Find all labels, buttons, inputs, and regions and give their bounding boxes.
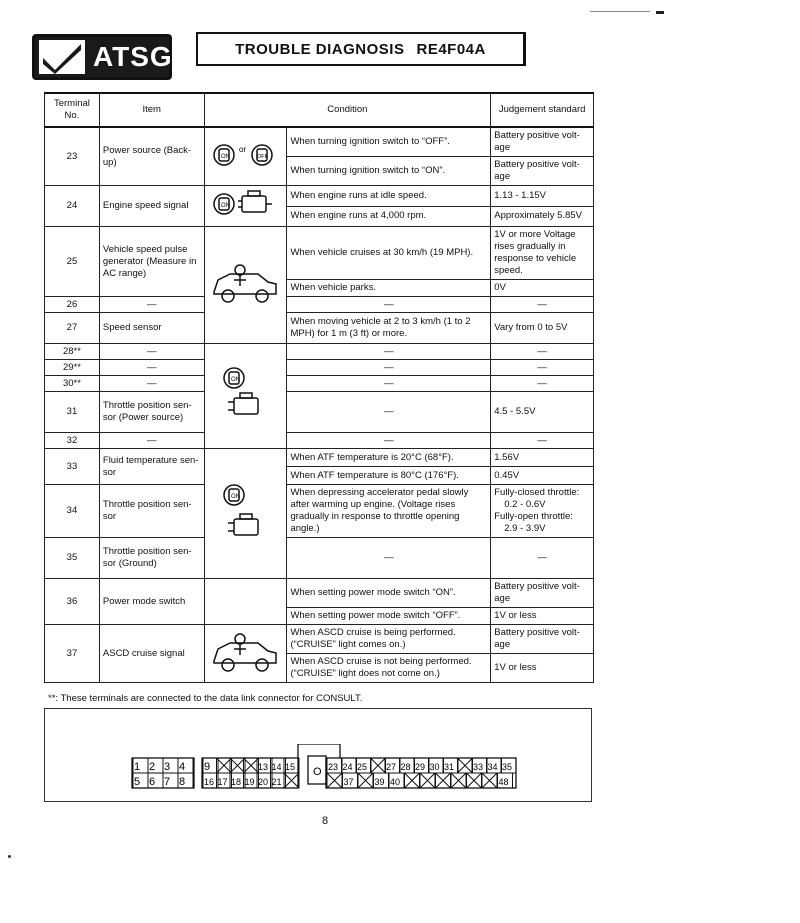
judgement-text: 1.13 - 1.15V [491,186,594,207]
connector-pin-label: 3 [164,761,171,773]
svg-text:OFF: OFF [257,153,269,160]
header-item: Item [99,93,204,127]
judgement-text: 1V or less [491,608,594,625]
connector-pin-label: 40 [390,777,401,787]
judgement-text: — [491,376,594,392]
ignition-engine-icon [204,344,287,449]
connector-pin-label: 8 [179,776,186,788]
terminal-number: 27 [45,313,100,344]
title-part-1: TROUBLE DIAGNOSIS [235,40,405,58]
judgement-text: 0.45V [491,467,594,485]
terminal-number: 31 [45,392,100,433]
scan-speck [8,855,11,858]
checkmark-icon [39,40,85,74]
judgement-text [491,485,594,538]
condition-text: When engine runs at idle speed. [287,186,491,207]
connector-pin-unused [405,773,420,788]
connector-pin-label: 2 [149,761,156,773]
connector-pin-label: 27 [386,762,397,772]
connector-pin-label: 15 [285,762,296,772]
item-label: — [99,433,204,449]
header-dash [656,11,664,14]
svg-text:ON: ON [231,377,241,383]
judgement-text: — [491,297,594,313]
connector-pin-label: 16 [204,777,215,787]
condition-text: When turning ignition switch to “ON”. [287,157,491,186]
table-row [45,392,594,433]
judgement-text: 1V or less [491,654,594,683]
driving-car-icon [204,227,287,344]
judgement-text: 1.56V [491,449,594,467]
connector-pin-unused [451,773,466,788]
condition-text: When ATF temperature is 20°C (68°F). [287,449,491,467]
judgement-line: 0.2 - 0.6V [504,499,546,510]
page-number: 8 [321,815,329,827]
condition-text: When setting power mode switch “ON”. [287,579,491,608]
table-row [45,579,594,608]
footnote: **: These terminals are connected to the data link connector for CONSULT. [48,693,363,704]
connector-pin-label: 37 [343,777,354,787]
item-label: — [99,344,204,360]
item-label: — [99,376,204,392]
condition-text: When turning ignition switch to “OFF”. [287,127,491,157]
table-row [45,227,594,280]
item-label: Engine speed signal [99,186,204,227]
driving-car-icon [204,625,287,683]
condition-text: — [287,297,491,313]
table-row [45,433,594,449]
item-label: Speed sensor [99,313,204,344]
terminal-number: 25 [45,227,100,297]
table-row [45,186,594,207]
connector-pin-label: 4 [179,761,186,773]
connector-pin-label: 48 [498,777,509,787]
item-label: Throttle position sen-sor (Ground) [99,538,204,579]
judgement-text: Battery positive volt-age [491,625,594,654]
table-row [45,538,594,579]
connector-pin-unused [217,758,232,773]
condition-text: When engine runs at 4,000 rpm. [287,206,491,227]
item-label: Fluid temperature sen-sor [99,449,204,485]
connector-pin-unused [467,773,482,788]
connector-pin-label: 33 [473,762,484,772]
condition-text: — [287,360,491,376]
judgement-text: 4.5 - 5.5V [491,392,594,433]
header-terminal: Terminal No. [45,93,100,127]
terminal-number: 29** [45,360,100,376]
svg-text:ON: ON [221,203,231,209]
terminal-number: 36 [45,579,100,625]
condition-text: — [287,344,491,360]
connector-pin-label: 19 [244,777,255,787]
table-row [45,625,594,654]
connector-pin-label: 24 [342,762,353,772]
terminal-number: 33 [45,449,100,485]
connector-pin-label: 28 [400,762,411,772]
connector-pin-label: 14 [271,762,282,772]
connector-pin-unused [230,758,245,773]
judgement-text: Battery positive volt-age [491,579,594,608]
connector-pin-unused [458,758,473,773]
item-label: Throttle position sen-sor (Power source) [99,392,204,433]
connector-pin-label: 31 [444,762,455,772]
title-part-2: RE4F04A [416,40,486,58]
connector-pin-unused [482,773,497,788]
condition-text: When moving vehicle at 2 to 3 km/h (1 to 2 MPH) for 1 m (3 ft) or more. [287,313,491,344]
judgement-line: Fully-open throttle: [494,511,573,522]
judgement-text: — [491,360,594,376]
ignition-engine-icon [204,449,287,579]
item-label: ASCD cruise signal [99,625,204,683]
header-judgement: Judgement standard [491,93,594,127]
table-row [45,313,594,344]
condition-text: When depressing accelerator pedal slowly after warming up engine. (Voltage rises gradually in response to throttle opening angle.) [287,485,491,538]
connector-pin-unused [371,758,386,773]
judgement-text: — [491,538,594,579]
connector-pin-label: 7 [164,776,171,788]
connector-pin-label: 25 [357,762,368,772]
terminal-number: 28** [45,344,100,360]
connector-pin-unused [420,773,435,788]
condition-text: — [287,392,491,433]
item-label: Power mode switch [99,579,204,625]
item-label: — [99,297,204,313]
table-row [45,376,594,392]
condition-text: When ATF temperature is 80°C (176°F). [287,467,491,485]
condition-text: — [287,376,491,392]
item-label: Vehicle speed pulse generator (Measure in AC range) [99,227,204,297]
blank-icon-cell [204,579,287,625]
connector-pin-label: 39 [374,777,385,787]
connector-pin-label: 35 [502,762,513,772]
terminal-number: 35 [45,538,100,579]
connector-pin-label: 18 [231,777,242,787]
table-row [45,360,594,376]
header-condition: Condition [204,93,491,127]
table-row [45,127,594,157]
terminal-number: 26 [45,297,100,313]
terminal-number: 30** [45,376,100,392]
table-row [45,297,594,313]
judgement-text: Battery positive volt-age [491,127,594,157]
judgement-text: — [491,344,594,360]
item-label: Throttle position sen-sor [99,485,204,538]
connector-pin-label: 13 [258,762,269,772]
svg-text:O: O [313,766,322,778]
terminal-table [44,92,594,683]
or-label: or [239,144,247,154]
table-row [45,344,594,360]
judgement-text: 1V or more Voltage rises gradually in response to vehicle speed. [491,227,594,280]
condition-text: — [287,433,491,449]
judgement-line: Fully-closed throttle: [494,487,580,498]
judgement-text: 0V [491,280,594,297]
connector-pin-label: 6 [149,776,156,788]
condition-text: When ASCD cruise is not being performed. (“CRUISE” light does not come on.) [287,654,491,683]
connector-pin-label: 29 [415,762,426,772]
table-row [45,449,594,467]
connector-pin-label: 5 [134,776,141,788]
table-header-row [45,93,594,127]
connector-pin-unused [244,758,259,773]
connector-pin-label: 1 [134,761,141,773]
terminal-number: 34 [45,485,100,538]
condition-text: When vehicle cruises at 30 km/h (19 MPH). [287,227,491,280]
atsg-logo [32,34,172,80]
connector-pin-label: 30 [429,762,440,772]
connector-pin-label: 21 [271,777,282,787]
header-rule [590,11,650,12]
terminal-number: 24 [45,186,100,227]
connector-pin-label: 20 [258,777,269,787]
connector-pin-unused [358,773,373,788]
judgement-text: — [491,433,594,449]
connector-diagram [130,744,530,790]
condition-text: — [287,538,491,579]
connector-pin-unused [436,773,451,788]
ignition-engine-icon [204,186,287,227]
judgement-text: Approximately 5.85V [491,206,594,227]
connector-pin-label: 9 [204,761,211,773]
terminal-number: 37 [45,625,100,683]
condition-text: When ASCD cruise is being performed. (“CRUISE” light comes on.) [287,625,491,654]
svg-text:ON: ON [221,153,231,160]
judgement-text: Battery positive volt-age [491,157,594,186]
connector-pin-label: 34 [487,762,498,772]
logo-text: ATSG [93,41,173,72]
connector-pin-unused [284,773,299,788]
connector-pin-label: 23 [328,762,339,772]
item-label: Power source (Back-up) [99,127,204,186]
table-row [45,485,594,538]
connector-pin-label: 17 [217,777,228,787]
judgement-text: Vary from 0 to 5V [491,313,594,344]
page-title [196,32,526,66]
svg-text:ON: ON [231,493,241,500]
item-label: — [99,360,204,376]
connector-pin-unused [327,773,342,788]
judgement-line: 2.9 - 3.9V [504,523,546,534]
terminal-number: 23 [45,127,100,186]
condition-text: When vehicle parks. [287,280,491,297]
terminal-number: 32 [45,433,100,449]
condition-text: When setting power mode switch “OFF”. [287,608,491,625]
ignition-switch-icons [204,127,287,186]
